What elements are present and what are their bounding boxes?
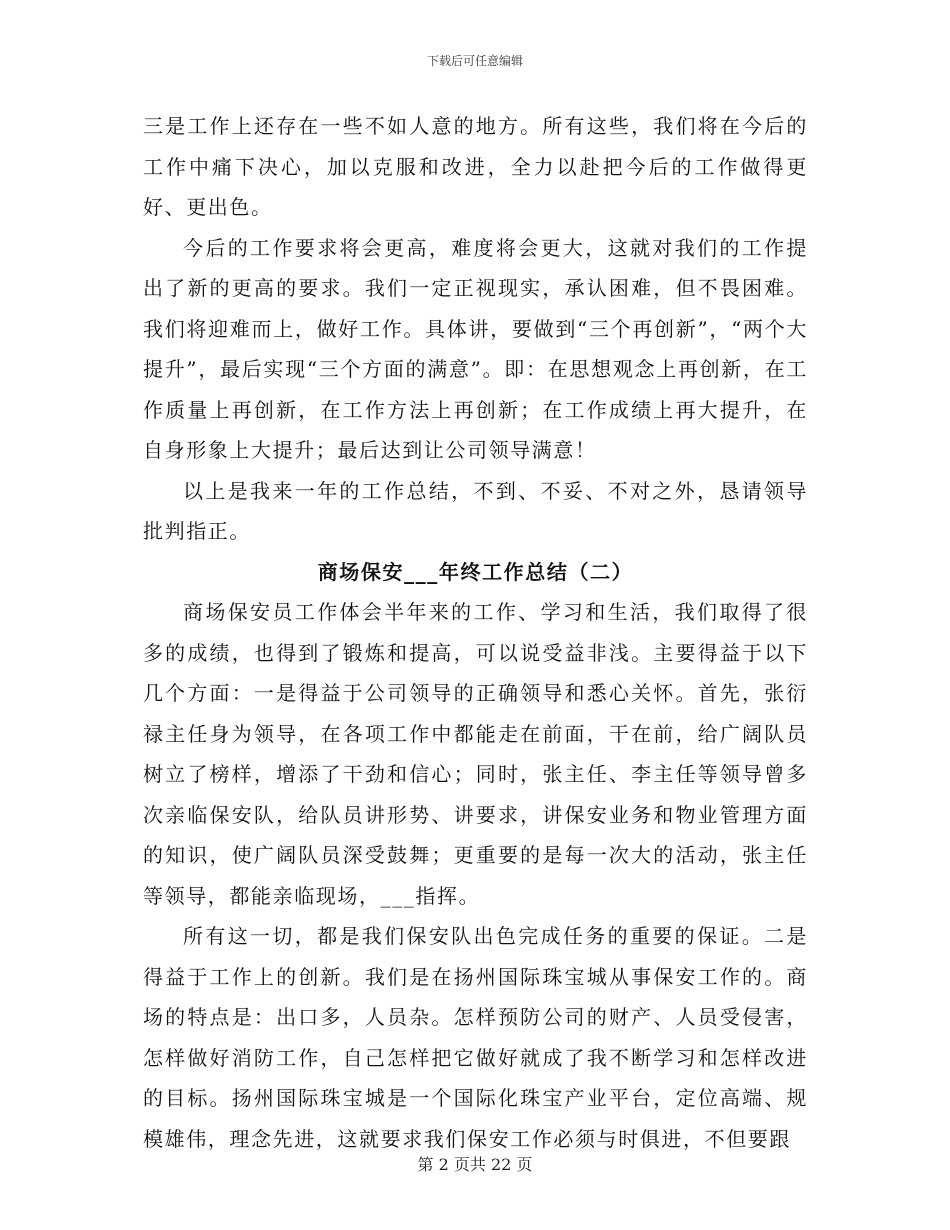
paragraph-future-work: 今后的工作要求将会更高，难度将会更大，这就对我们的工作提出了新的更高的要求。我们一定正视现实，承认困难，但不畏困难。我们将迎难而上，做好工作。具体讲，要做到“三个再创新”，“两个大提升”，最后实现“三个方面的满意”。即：在思想观念上再创新，在工作质量上再创新，在工作方法上再创新；在工作成绩上再大提升，在自身形象上大提升；最后达到让公司领导满意！: [143, 235, 808, 462]
paragraph-continuation: 三是工作上还存在一些不如人意的地方。所有这些，我们将在今后的工作中痛下决心，加以克服和改进，全力以赴把今后的工作做得更好、更出色。: [143, 114, 808, 219]
paragraph-section-second: 所有这一切，都是我们保安队出色完成任务的重要的保证。二是得益于工作上的创新。我们是在扬州国际珠宝城从事保安工作的。商场的特点是：出口多，人员杂。怎样预防公司的财产、人员受侵害，怎样做好消防工作，自己怎样把它做好就成了我不断学习和怎样改进的目标。扬州国际珠宝城是一个国际化珠宝产业平台，定位高端、规模雄伟，理念先进，这就要求我们保安工作必须与时俱进，不但要跟: [143, 924, 808, 1151]
page-footer: 第 2 页共 22 页: [417, 1155, 533, 1174]
paragraph-closing: 以上是我来一年的工作总结，不到、不妥、不对之外，恳请领导批判指正。: [143, 478, 808, 543]
paragraph-section-intro: 商场保安员工作体会半年来的工作、学习和生活，我们取得了很多的成绩，也得到了锻炼和提高，可以说受益非浅。主要得益于以下几个方面：一是得益于公司领导的正确领导和悉心关怀。首先，张衍禄主任身为领导，在各项工作中都能走在前面，干在前，给广阔队员树立了榜样，增添了干劲和信心；同时，张主任、李主任等领导曾多次亲临保安队，给队员讲形势、讲要求，讲保安业务和物业管理方面的知识，使广阔队员深受鼓舞；更重要的是每一次大的活动，张主任等领导，都能亲临现场，___指挥。: [143, 600, 808, 908]
page-header: 下载后可任意编辑: [426, 54, 523, 68]
document-body: [143, 106, 808, 1159]
section-title: 商场保安___年终工作总结（二）: [317, 559, 634, 584]
